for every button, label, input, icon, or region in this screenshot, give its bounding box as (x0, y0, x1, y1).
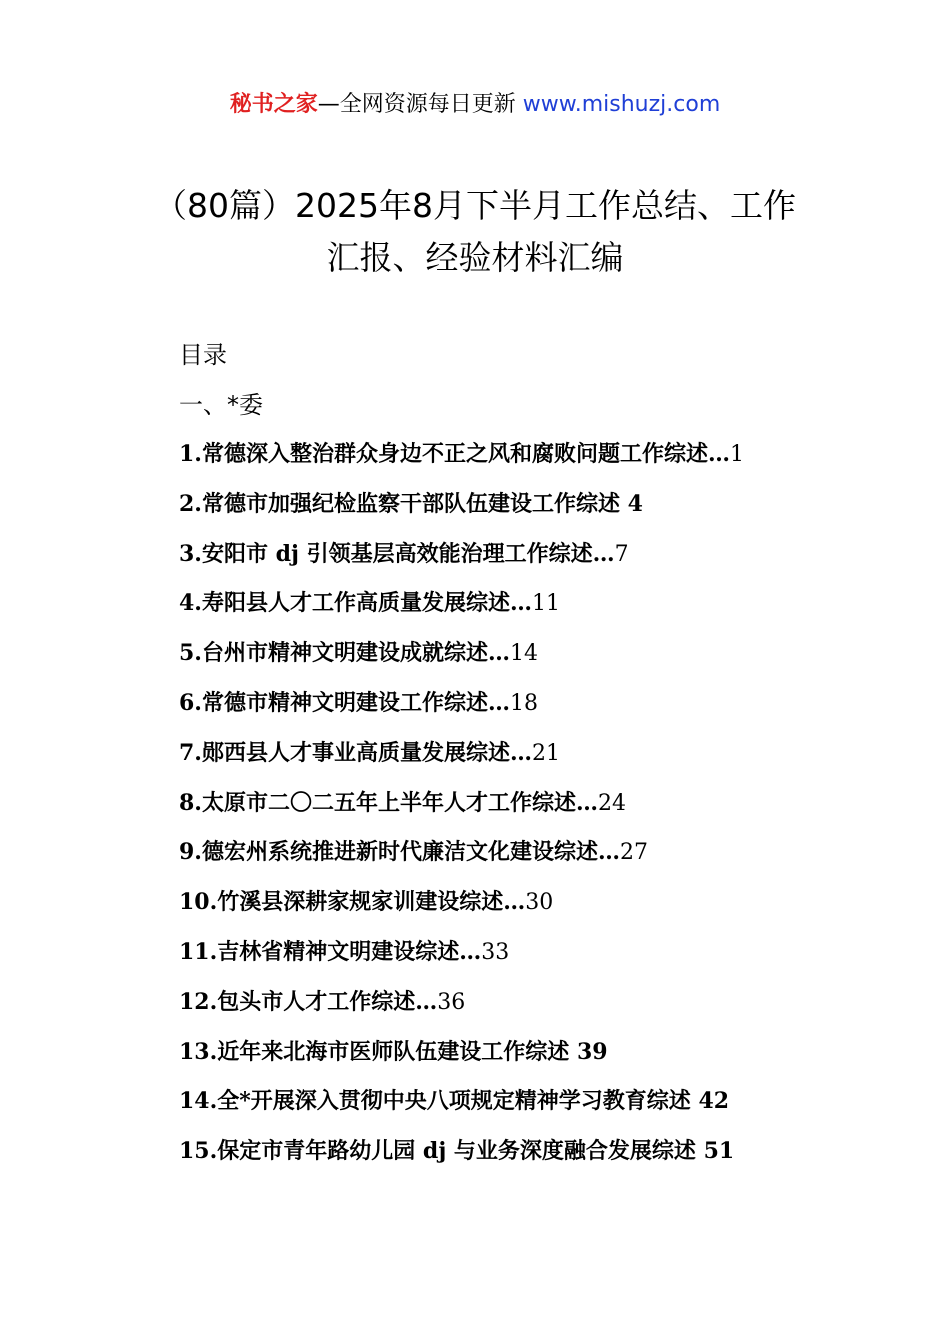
toc-item[interactable] (179, 1034, 879, 1084)
site-banner (0, 88, 950, 122)
toc-item[interactable] (179, 486, 879, 536)
toc-item-title: 12.包头市人才工作综述… (179, 988, 438, 1015)
toc-item[interactable] (179, 635, 879, 685)
toc-item-page: 36 (437, 989, 466, 1015)
toc-item[interactable] (179, 1133, 879, 1183)
toc-item-page: 39 (576, 1038, 608, 1065)
toc-item-page: 14 (509, 641, 538, 667)
toc-item-title: 5.台州市精神文明建设成就综述… (179, 640, 510, 667)
toc-item-title: 14.全*开展深入贯彻中央八项规定精神学习教育综述 (179, 1088, 699, 1115)
toc-item-title: 7.郧西县人才事业高质量发展综述… (179, 739, 532, 766)
toc-item-page: 18 (509, 690, 538, 716)
toc-item-page: 4 (627, 490, 643, 517)
toc-heading: 目录 (179, 341, 227, 369)
toc-item-title: 6.常德市精神文明建设工作综述… (179, 689, 510, 716)
toc-item-page: 1 (729, 442, 744, 467)
toc-item[interactable] (179, 536, 879, 586)
title-line-2: 汇报、经验材料汇编 (326, 238, 624, 277)
toc-item[interactable] (179, 735, 879, 785)
table-of-contents (179, 436, 879, 1183)
toc-item-title: 11.吉林省精神文明建设综述… (179, 938, 482, 965)
title-line-1: （80篇）2025年8月下半月工作总结、工作 (154, 186, 796, 225)
toc-item-title: 1.常德深入整治群众身边不正之风和腐败问题工作综述… (179, 441, 730, 467)
toc-item-page: 27 (619, 840, 648, 866)
toc-item-page: 42 (698, 1088, 730, 1115)
toc-item-page: 30 (525, 890, 554, 916)
brand-name: 秘书之家 (229, 92, 318, 117)
toc-item-title: 3.安阳市 dj 引领基层高效能治理工作综述… (179, 540, 615, 567)
toc-item[interactable] (179, 884, 879, 934)
toc-item-page: 33 (481, 939, 510, 965)
site-url-link[interactable]: www.mishuzj.com (522, 92, 721, 117)
toc-item-page: 7 (614, 541, 629, 567)
toc-item[interactable] (179, 785, 879, 835)
toc-item-title: 10.竹溪县深耕家规家训建设综述… (179, 889, 526, 916)
toc-item-title: 13.近年来北海市医师队伍建设工作综述 (179, 1038, 577, 1065)
toc-item[interactable] (179, 685, 879, 735)
toc-item-title: 2.常德市加强纪检监察干部队伍建设工作综述 (179, 490, 628, 517)
toc-item-page: 24 (597, 790, 626, 816)
toc-item[interactable] (179, 1083, 879, 1133)
toc-item[interactable] (179, 934, 879, 984)
toc-section-heading: 一、*委 (179, 391, 263, 419)
toc-item-title: 9.德宏州系统推进新时代廉洁文化建设综述… (179, 839, 620, 866)
toc-item[interactable] (179, 834, 879, 884)
toc-item[interactable] (179, 585, 879, 635)
toc-item-page: 11 (531, 591, 560, 617)
toc-item-title: 4.寿阳县人才工作高质量发展综述… (179, 590, 532, 617)
banner-tagline: —全网资源每日更新 (317, 92, 523, 117)
toc-item[interactable] (179, 984, 879, 1034)
document-title (120, 180, 830, 284)
toc-item-title: 8.太原市二〇二五年上半年人才工作综述… (179, 789, 598, 816)
toc-item-page: 51 (703, 1138, 735, 1165)
toc-item[interactable] (179, 436, 879, 486)
toc-item-title: 15.保定市青年路幼儿园 dj 与业务深度融合发展综述 (179, 1138, 704, 1165)
toc-item-page: 21 (531, 740, 560, 766)
